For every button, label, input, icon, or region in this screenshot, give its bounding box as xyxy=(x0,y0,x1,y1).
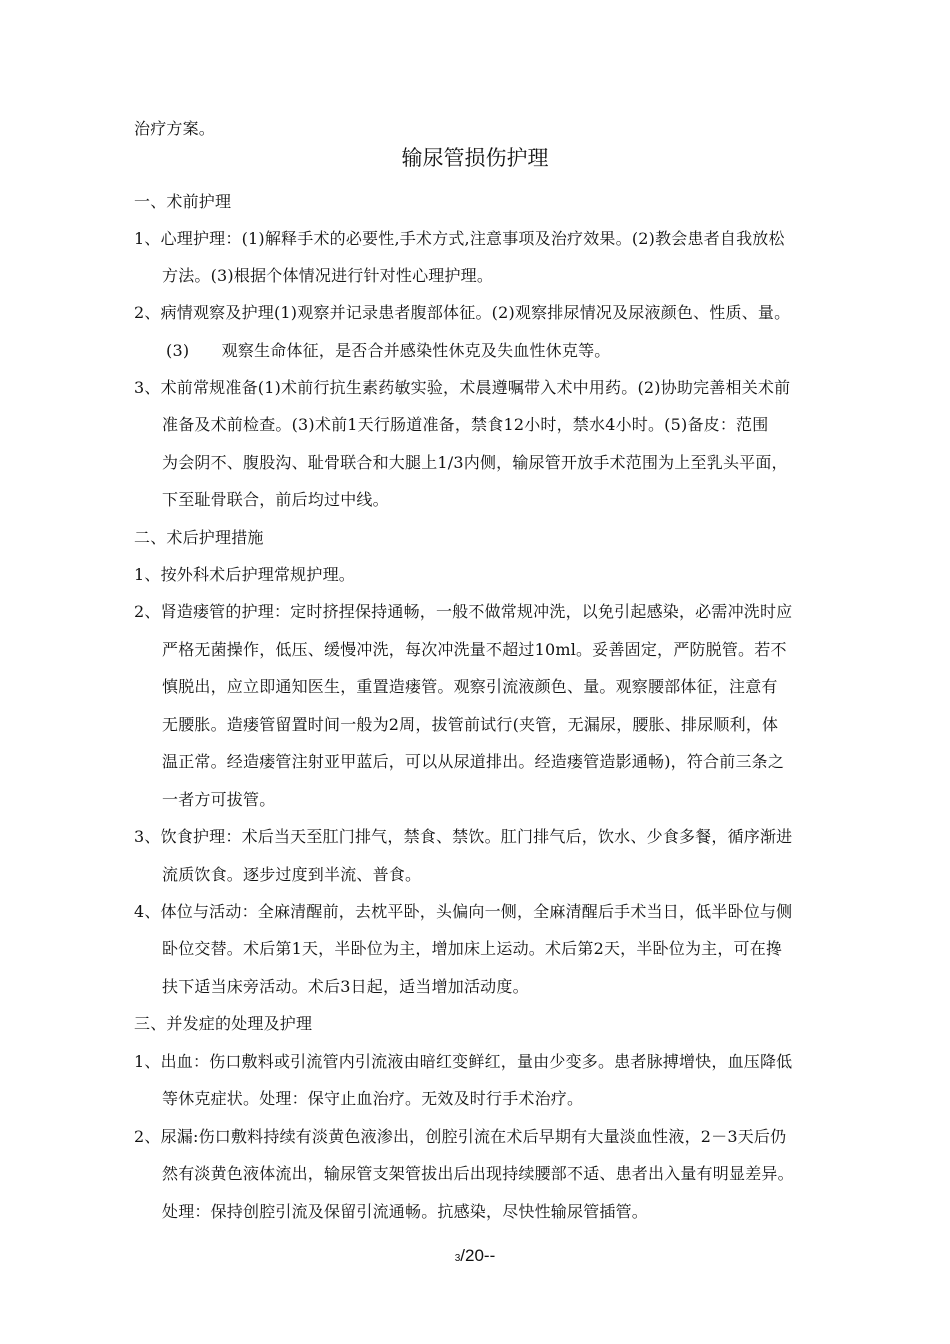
complications-item-2-line-1: 2、尿漏:伤口敷料持续有淡黄色液渗出，创腔引流在术后早期有大量淡血性液，2－3天后仍 xyxy=(134,1127,787,1146)
pre-op-item-1-line-2: 方法。(3)根据个体情况进行针对性心理护理。 xyxy=(162,266,494,285)
post-op-item-4-line-1: 4、体位与活动：全麻清醒前，去枕平卧，头偏向一侧，全麻清醒后手术当日，低半卧位与侧 xyxy=(134,902,793,921)
section-heading-post-op: 二、术后护理措施 xyxy=(134,528,264,547)
post-op-item-2-line-6: 一者方可拔管。 xyxy=(162,790,276,809)
post-op-item-2-line-5: 温正常。经造瘘管注射亚甲蓝后，可以从尿道排出。经造瘘管造影通畅)，符合前三条之 xyxy=(162,752,785,771)
post-op-item-2-line-2: 严格无菌操作，低压、缓慢冲洗，每次冲洗量不超过10ml。妥善固定，严防脱管。若不 xyxy=(162,640,787,659)
pre-op-item-2-line-1: 2、病情观察及护理(1)观察并记录患者腹部体征。(2)观察排尿情况及尿液颜色、性质、量。 xyxy=(134,303,791,322)
section-heading-complications: 三、并发症的处理及护理 xyxy=(134,1014,313,1033)
page-number xyxy=(0,1246,950,1269)
post-op-item-3-line-1: 3、饮食护理：术后当天至肛门排气，禁食、禁饮。肛门排气后，饮水、少食多餐，循序渐进 xyxy=(134,827,793,846)
pre-op-item-2-line-2: (3) 观察生命体征，是否合并感染性休克及失血性休克等。 xyxy=(166,341,611,360)
post-op-item-2-line-4: 无腰胀。造瘘管留置时间一般为2周，拔管前试行(夹管，无漏尿，腰胀、排尿顺利，体 xyxy=(162,715,779,734)
complications-item-1-line-2: 等休克症状。处理：保守止血治疗。无效及时行手术治疗。 xyxy=(162,1089,584,1108)
page-number-label: /20-- xyxy=(460,1246,496,1265)
complications-item-2-line-2: 然有淡黄色液体流出，输尿管支架管拔出后出现持续腰部不适、患者出入量有明显差异。 xyxy=(162,1164,794,1183)
post-op-item-4-line-2: 卧位交替。术后第1天，半卧位为主，增加床上运动。术后第2天，半卧位为主，可在搀 xyxy=(162,939,783,958)
complications-item-1-line-1: 1、出血：伤口敷料或引流管内引流液由暗红变鲜红，量由少变多。患者脉搏增快，血压降低 xyxy=(134,1052,793,1071)
post-op-item-2-line-3: 慎脱出，应立即通知医生，重置造瘘管。观察引流液颜色、量。观察腰部体征，注意有 xyxy=(162,677,778,696)
pre-op-item-3-line-4: 下至耻骨联合，前后均过中线。 xyxy=(162,490,389,509)
page-title: 输尿管损伤护理 xyxy=(401,146,549,170)
pre-op-item-3-line-3: 为会阴不、腹股沟、耻骨联合和大腿上1/3内侧，输尿管开放手术范围为上至乳头平面， xyxy=(162,453,788,472)
lead-in-text: 治疗方案。 xyxy=(134,119,216,138)
pre-op-item-3-line-2: 准备及术前检查。(3)术前1天行肠道准备，禁食12小时，禁水4小时。(5)备皮：范围 xyxy=(162,415,769,434)
post-op-item-3-line-2: 流质饮食。逐步过度到半流、普食。 xyxy=(162,865,422,884)
post-op-item-4-line-3: 扶下适当床旁活动。术后3日起，适当增加活动度。 xyxy=(162,977,529,996)
section-heading-pre-op: 一、术前护理 xyxy=(134,192,232,211)
page-number-prefix: 3 xyxy=(454,1253,461,1264)
post-op-item-1-line-1: 1、按外科术后护理常规护理。 xyxy=(134,565,355,584)
complications-item-2-line-3: 处理：保持创腔引流及保留引流通畅。抗感染，尽快性输尿管插管。 xyxy=(162,1202,649,1221)
post-op-item-2-line-1: 2、肾造瘘管的护理：定时挤捏保持通畅，一般不做常规冲洗，以免引起感染，必需冲洗时应 xyxy=(134,602,793,621)
pre-op-item-3-line-1: 3、术前常规准备(1)术前行抗生素药敏实验，术晨遵嘱带入术中用药。(2)协助完善相关术前 xyxy=(134,378,791,397)
pre-op-item-1-line-1: 1、心理护理：(1)解释手术的必要性,手术方式,注意事项及治疗效果。(2)教会患者自我放松 xyxy=(134,229,785,248)
